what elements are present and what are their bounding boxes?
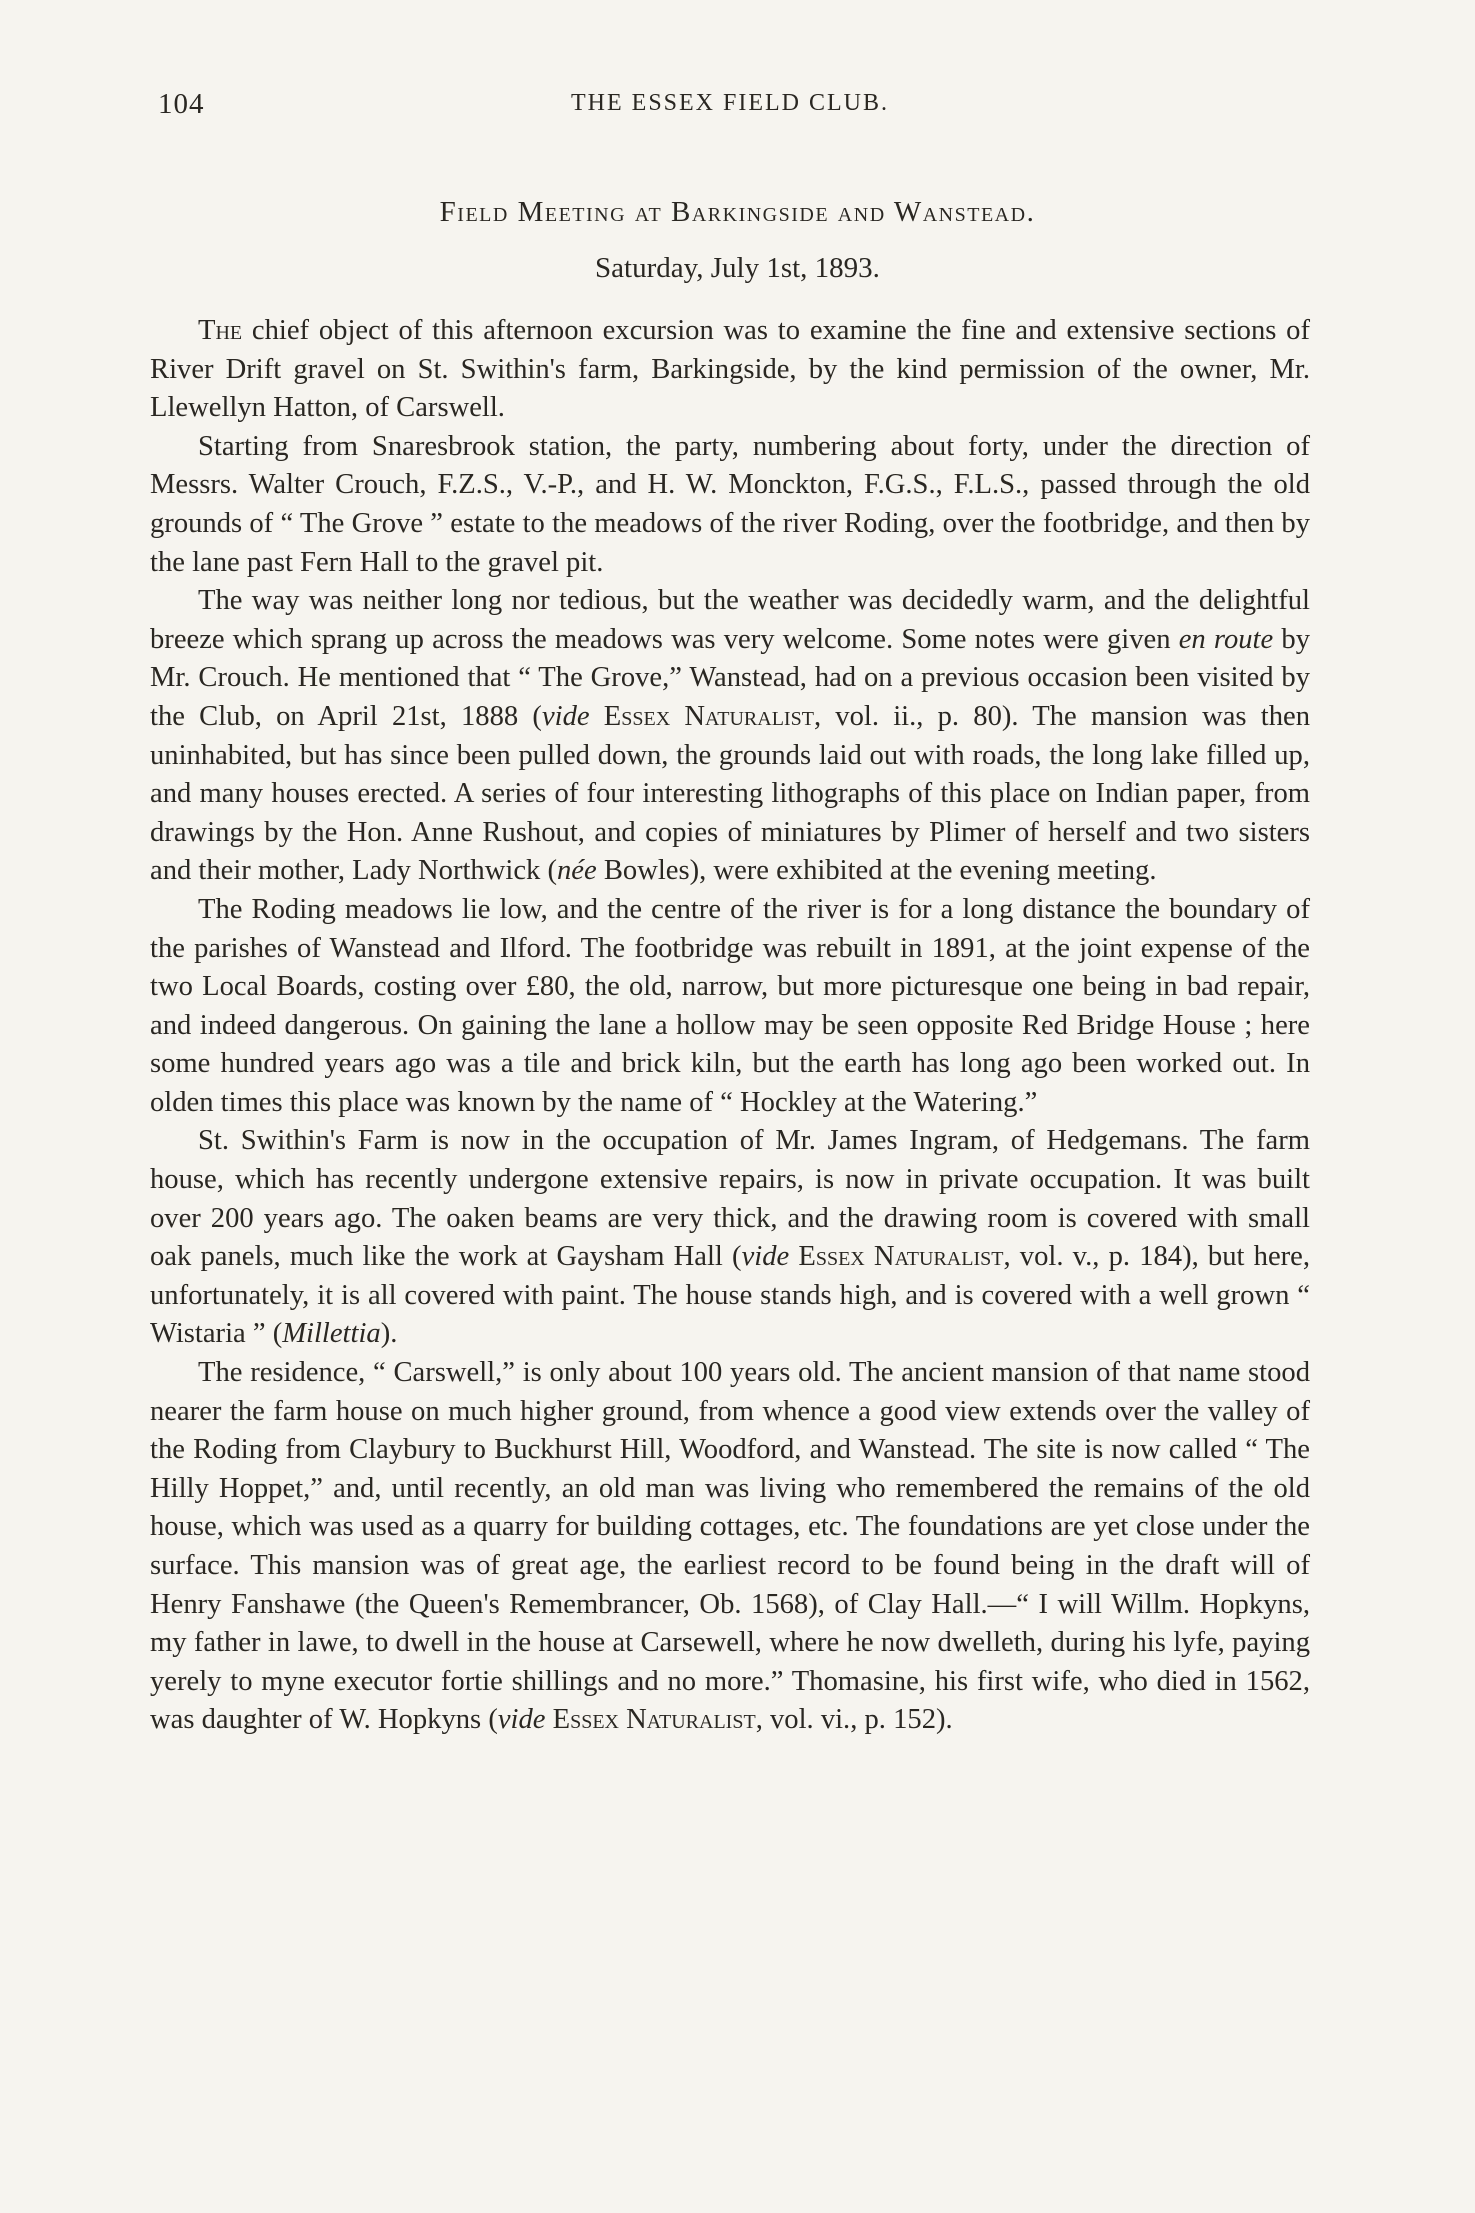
paragraph-5-part-g: ).	[380, 1318, 398, 1350]
paragraph-3-part-g: , vol. ii., p. 80). The mansion was then uninhabited, but has since been pulled down, the grounds laid out with roads, the long lake filled up, and many houses erected. A series of four interesting lithographs of this place on Indian paper, from drawings by the Hon. Anne Rushout, and copies of miniatures by Plimer of herself and two sisters and their mother, Lady Northwick (	[150, 700, 1310, 887]
italic-vide: vide	[541, 700, 590, 732]
article-body	[150, 312, 1310, 1740]
paragraph-5-part-a: St. Swithin's Farm is now in the occupation of Mr. James Ingram, of Hedgemans. The farm house, which has recently undergone extensive repairs, is now in private occupation. It was built over 200 years ago. The oaken beams are very thick, and the drawing room is covered with small oak panels, much like the work at Gaysham Hall (	[150, 1125, 1310, 1273]
paragraph-5-part-e: , vol. v., p. 184), but here, unfortunately, it is all covered with paint. The house stands high, and is covered with a well grown “ Wistaria ” (	[150, 1241, 1310, 1350]
journal-title: THE ESSEX FIELD CLUB.	[571, 90, 889, 116]
italic-nee: née	[557, 855, 597, 887]
italic-millettia: Millettia	[282, 1318, 381, 1350]
page-number: 104	[158, 88, 205, 120]
paragraph-5-space	[789, 1241, 798, 1272]
italic-vide: vide	[497, 1704, 546, 1736]
journal-reference: Essex Naturalist	[603, 700, 814, 732]
italic-en-route: en route	[1178, 623, 1274, 655]
journal-reference: Essex Naturalist	[552, 1704, 756, 1736]
article-title: Field Meeting at Barkingside and Wanstead.	[439, 196, 1036, 228]
journal-reference: Essex Naturalist	[798, 1241, 1004, 1273]
paragraph-5	[150, 1122, 1310, 1354]
article-date: Saturday, July 1st, 1893.	[595, 252, 880, 284]
paragraph-3-part-a: The way was neither long nor tedious, but the weather was decidedly warm, and the delightful breeze which sprang up across the meadows was very welcome. Some notes were given	[150, 585, 1310, 655]
paragraph-1-text: chief object of this afternoon excursion was to examine the fine and extensive sections of River Drift gravel on St. Swithin's farm, Barkingside, by the kind permission of the owner, Mr. Llewellyn Hatton, of Carswell.	[150, 315, 1310, 424]
paragraph-6-part-e: , vol. vi., p. 152).	[755, 1704, 953, 1736]
lead-word: The	[198, 315, 243, 346]
paragraph-3-part-i: Bowles), were exhibited at the evening meeting.	[596, 855, 1157, 887]
paragraph-6	[150, 1354, 1310, 1740]
paragraph-6-space	[545, 1704, 552, 1735]
paragraph-6-part-a: The residence, “ Carswell,” is only about 100 years old. The ancient mansion of that name stood nearer the farm house on much higher ground, from whence a good view extends over the valley of the Roding from Claybury to Buckhurst Hill, Woodford, and Wanstead. The site is now called “ The Hilly Hoppet,” and, until recently, an old man was living who remembered the remains of the old house, which was used as a quarry for building cottages, etc. The foundations are yet close under the surface. This mansion was of great age, the earliest record to be found being in the draft will of Henry Fanshawe (the Queen's Remembrancer, Ob. 1568), of Clay Hall.—“ I will Willm. Hopkyns, my father in lawe, to dwell in the house at Carsewell, where he now dwelleth, during his lyfe, paying yerely to myne executor fortie shillings and no more.” Thomasine, his first wife, who died in 1562, was daughter of W. Hopkyns (	[150, 1357, 1310, 1736]
paragraph-3-space	[590, 701, 604, 732]
paragraph-4: The Roding meadows lie low, and the centre of the river is for a long distance the boundary of the parishes of Wanstead and Ilford. The footbridge was rebuilt in 1891, at the joint expense of the two Local Boards, costing over £80, the old, narrow, but more picturesque one being in bad repair, and indeed dangerous. On gaining the lane a hollow may be seen opposite Red Bridge House ; here some hundred years ago was a tile and brick kiln, but the earth has long ago been worked out. In olden times this place was known by the name of “ Hockley at the Watering.”	[150, 893, 1310, 1118]
paragraph-3	[150, 582, 1310, 891]
paragraph-1	[150, 312, 1310, 428]
paragraph-2: Starting from Snaresbrook station, the party, numbering about forty, under the direction of Messrs. Walter Crouch, F.Z.S., V.-P., and H. W. Monckton, F.G.S., F.L.S., passed through the old grounds of “ The Grove ” estate to the meadows of the river Roding, over the footbridge, and then by the lane past Fern Hall to the gravel pit.	[150, 430, 1310, 578]
italic-vide: vide	[741, 1241, 790, 1273]
paragraph-3-part-c: by Mr. Crouch. He mentioned that “ The Grove,” Wanstead, had on a previous occasion been visited by the Club, on April 21st, 1888 (	[150, 623, 1310, 732]
running-head	[150, 88, 1310, 128]
